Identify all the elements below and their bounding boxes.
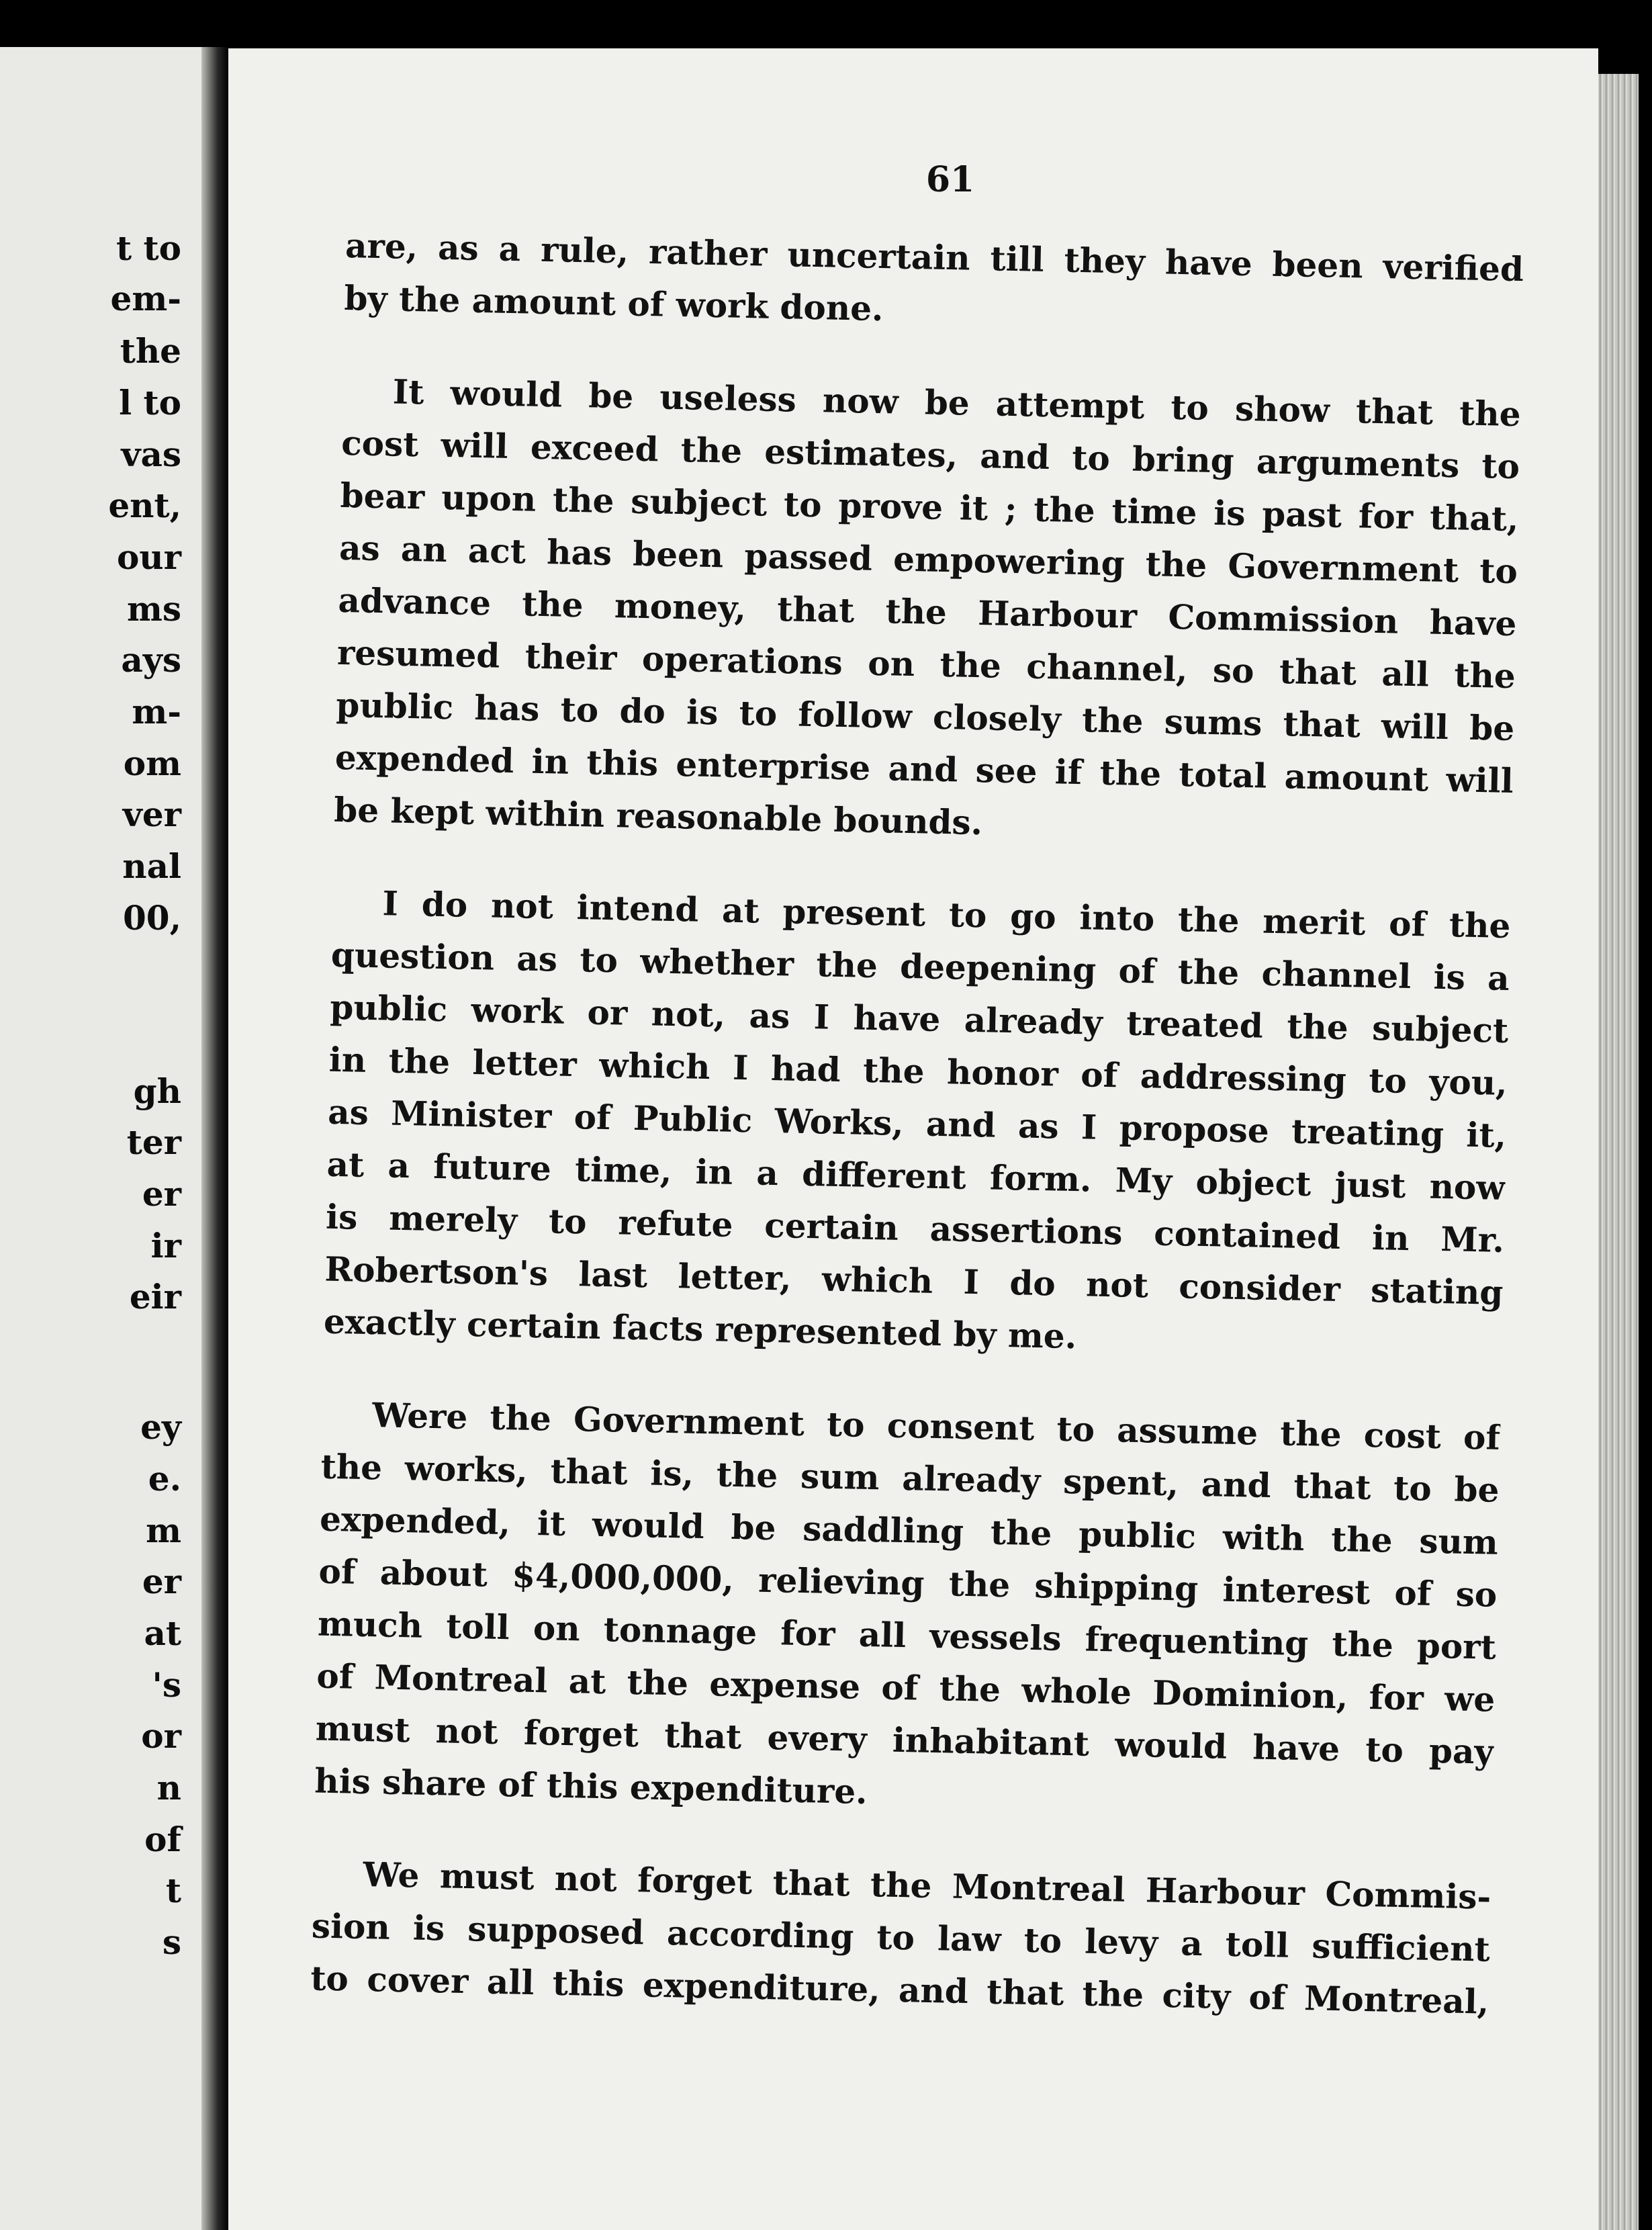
paragraph [344, 220, 1524, 348]
left-page-fragment: s [162, 1922, 181, 1962]
left-page-fragment: n [156, 1768, 181, 1808]
left-page-fragment: em- [110, 279, 181, 318]
left-page-fragment: of [144, 1820, 181, 1859]
left-page-fragment: ter [126, 1122, 181, 1162]
left-page-fragment: ent, [108, 486, 181, 525]
left-page-fragment: nal [122, 846, 181, 886]
text-line: resumed their operations on the channel, so that all the [336, 632, 1516, 697]
text-line: is merely to refute certain assertions contained in Mr. [325, 1196, 1505, 1260]
text-line: expended, it would be saddling the public with the sum [319, 1499, 1499, 1562]
left-page-fragment: om [123, 744, 181, 783]
text-line: the works, that is, the sum already spent, and that to be [320, 1446, 1500, 1510]
text-line: public work or not, as I have already treated the subject [329, 987, 1509, 1051]
left-page-fragment: er [142, 1174, 181, 1214]
left-page-fragment: eir [129, 1277, 181, 1317]
left-page-fragment: er [142, 1562, 181, 1601]
left-page-fragment: t to [116, 228, 181, 268]
text-line: bear upon the subject to prove it ; the time is past for that, [340, 475, 1520, 539]
paragraph [310, 1848, 1492, 2028]
text-line: as Minister of Public Works, and as I propose treating it, [327, 1091, 1507, 1155]
text-line: to cover all this expenditure, and that the city of Montreal, [310, 1958, 1489, 2022]
text-line: cost will exceed the estimates, and to bring arguments to [340, 422, 1520, 487]
paragraph [314, 1388, 1501, 1831]
paragraph [323, 877, 1511, 1372]
book-gutter [201, 47, 228, 2230]
text-line: question as to whether the deepening of the channel is a [330, 934, 1510, 998]
left-page-fragment: ays [121, 640, 181, 680]
text-line: Robertson's last letter, which I do not consider stating [324, 1249, 1504, 1312]
text-line: of about $4,000,000, relieving the shipping interest of so [318, 1551, 1498, 1615]
text-line: his share of this expenditure. [314, 1760, 868, 1812]
left-page-fragment: gh [133, 1071, 181, 1111]
left-page-fragment: ir [150, 1226, 181, 1265]
text-line: I do not intend at present to go into the merit of the [381, 883, 1511, 946]
left-page-fragment: 's [152, 1665, 181, 1705]
left-page-fragment: ver [122, 795, 181, 834]
left-page-fragment: m- [132, 692, 181, 731]
left-page-fragment: l to [119, 383, 181, 422]
left-page-fragment: at [144, 1613, 181, 1653]
left-page-fragment: 00, [123, 898, 181, 938]
text-line: sion is supposed according to law to levy a toll sufficient [311, 1906, 1491, 1969]
left-page-fragment: vas [121, 435, 181, 474]
text-line: expended in this enterprise and see if the total amount will [334, 737, 1514, 801]
left-page-fragment: ey [140, 1407, 181, 1447]
text-line: be kept within reasonable bounds. [333, 789, 983, 843]
text-line: in the letter which I had the honor of addressing to you, [328, 1039, 1508, 1103]
left-page-fragment: ms [126, 589, 181, 629]
text-line: It would be useless now be attempt to show that the [392, 371, 1522, 435]
page-number: 61 [925, 159, 975, 200]
previous-page-sliver [0, 47, 201, 2230]
text-line: much toll on tonnage for all vessels frequenting the port [317, 1603, 1497, 1667]
text-line: public has to do is to follow closely the sums that will be [335, 684, 1515, 749]
text-line: Were the Government to consent to assume the cost of [371, 1395, 1501, 1458]
text-line: We must not forget that the Montreal Harbour Commis- [362, 1855, 1492, 1917]
left-page-fragment: t [165, 1871, 181, 1910]
paragraph [334, 365, 1522, 860]
book-page [228, 48, 1598, 2230]
text-line: are, as a rule, rather uncertain till they have been verified [345, 225, 1524, 289]
left-page-fragment: or [141, 1716, 181, 1756]
page-body [309, 220, 1524, 2069]
text-line: by the amount of work done. [344, 277, 884, 329]
text-line: of Montreal at the expense of the whole Dominion, for we [316, 1656, 1496, 1720]
text-line: advance the money, that the Harbour Commission have [338, 580, 1517, 644]
left-page-fragment: m [146, 1511, 181, 1550]
text-line: as an act has been passed empowering the Government to [338, 527, 1518, 592]
page-stack-edge [1598, 74, 1639, 2230]
left-page-fragment: our [116, 537, 181, 577]
text-line: at a future time, in a different form. My object just now [326, 1144, 1506, 1208]
text-line: exactly certain facts represented by me. [323, 1301, 1077, 1357]
left-page-fragment: e. [148, 1459, 181, 1499]
left-page-fragment: the [120, 331, 181, 371]
text-line: must not forget that every inhabitant would have to pay [315, 1708, 1495, 1772]
